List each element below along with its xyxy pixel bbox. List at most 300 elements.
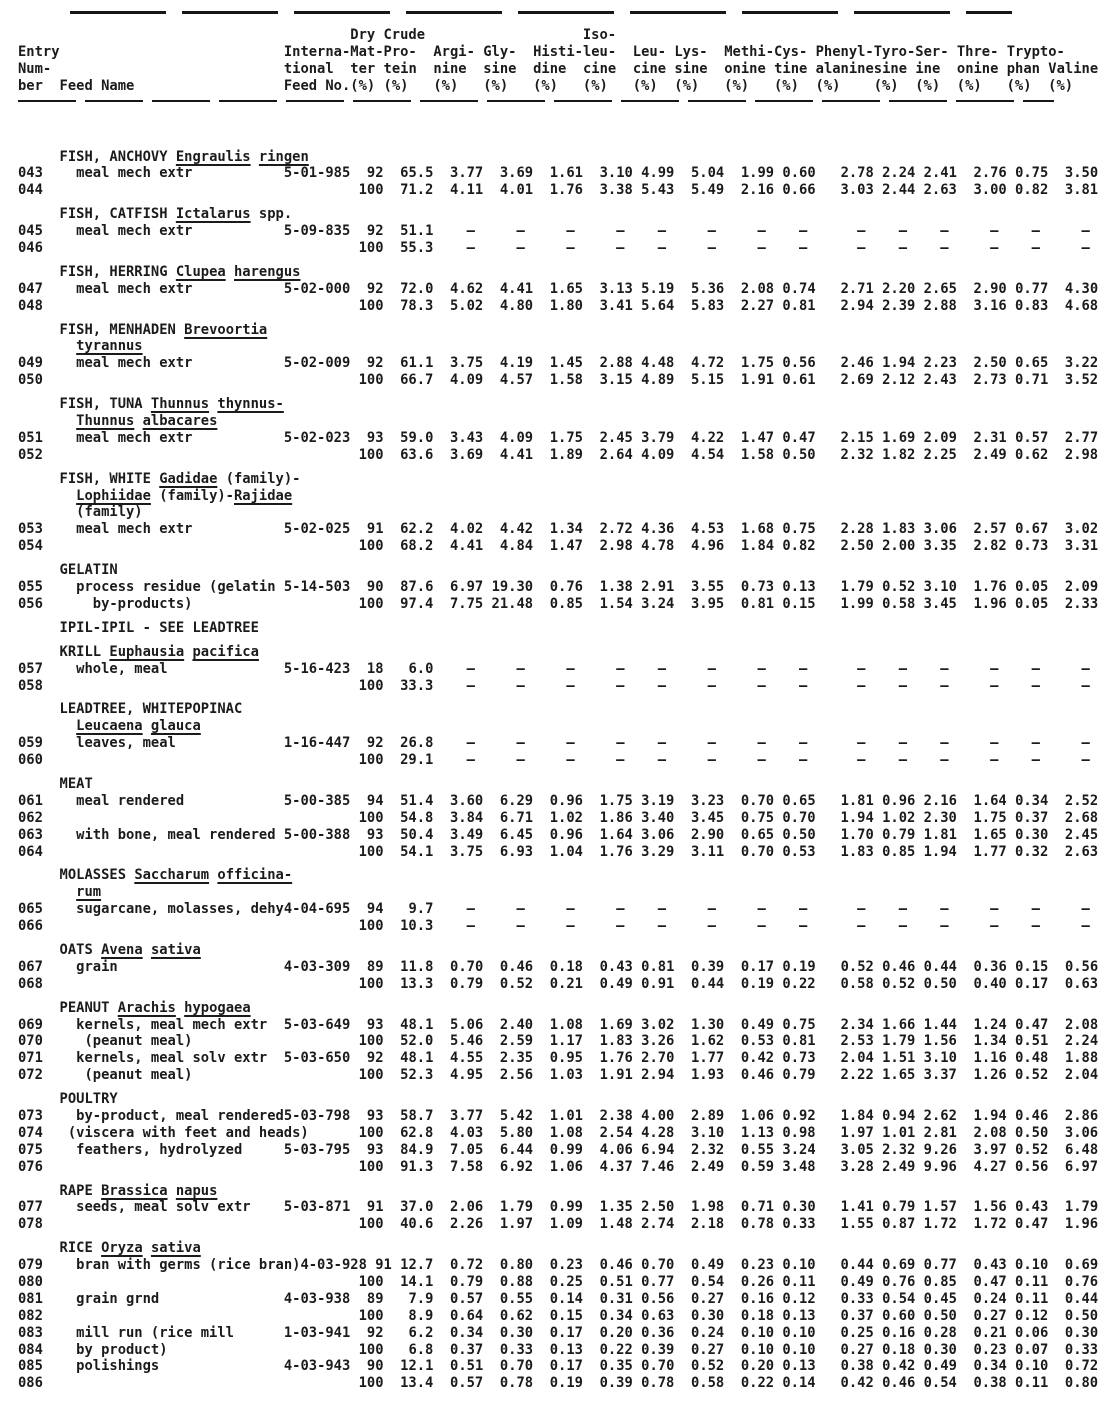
value-lys: 3.23 — [691, 792, 725, 809]
value-tyr: 1.94 — [882, 355, 916, 372]
value-arg: – — [466, 735, 475, 752]
value-iso: 1.86 — [599, 809, 633, 826]
section-heading — [18, 322, 1100, 339]
value-arg: 0.37 — [449, 1341, 484, 1358]
value-cp: 10.3 — [400, 918, 434, 935]
value-gly: 19.30 — [491, 579, 534, 596]
value-phe: 0.42 — [840, 1375, 874, 1392]
value-lys: 5.83 — [690, 297, 725, 314]
value-gly: 0.30 — [499, 1324, 534, 1341]
value-val: 1.79 — [1064, 1199, 1099, 1216]
value-cp: 55.3 — [400, 240, 434, 257]
table-row — [18, 1257, 1100, 1274]
value-cys: 0.13 — [782, 1358, 816, 1375]
column-label-leu: cine — [632, 60, 667, 77]
value-val: 3.31 — [1064, 538, 1099, 555]
value-gly: 4.41 — [499, 280, 534, 297]
value-val: – — [1081, 223, 1090, 240]
value-leu: 4.99 — [641, 165, 675, 182]
table-row — [18, 372, 1100, 389]
heading-text: IPIL-IPIL - SEE LEADTREE — [59, 619, 259, 636]
value-val: 2.77 — [1064, 429, 1099, 446]
value-cp: 61.1 — [400, 355, 434, 372]
value-his: 0.21 — [549, 975, 583, 992]
value-ser: 0.30 — [923, 1341, 957, 1358]
value-iso: 1.48 — [599, 1216, 633, 1233]
value-val: 0.69 — [1064, 1257, 1099, 1274]
column-label-leu: (%) — [632, 77, 658, 94]
section-heading — [18, 338, 1100, 355]
table-row — [18, 1216, 1100, 1233]
value-cys: 0.10 — [782, 1257, 816, 1274]
value-met: 0.70 — [740, 792, 775, 809]
feed-name: meal mech extr — [76, 223, 193, 240]
entry-number: 084 — [18, 1341, 43, 1358]
value-arg: 6.97 — [450, 579, 484, 596]
value-trp: – — [1031, 223, 1040, 240]
table-row — [18, 1358, 1100, 1375]
value-trp: 0.10 — [1015, 1257, 1049, 1274]
value-leu: 2.70 — [641, 1050, 675, 1067]
value-cp: 78.3 — [400, 297, 434, 314]
value-his: 0.99 — [549, 1141, 583, 1158]
value-leu: 0.81 — [641, 958, 675, 975]
value-leu: 4.09 — [641, 446, 675, 463]
value-gly: – — [516, 735, 525, 752]
entry-number: 067 — [18, 958, 43, 975]
table-row — [18, 918, 1100, 935]
value-iso: 1.38 — [599, 579, 633, 596]
section-heading — [18, 1183, 1100, 1200]
feed-number: 1-03-941 — [283, 1324, 351, 1341]
value-leu: – — [657, 901, 667, 918]
column-label-cp: Crude — [383, 27, 426, 43]
table-row — [18, 959, 1100, 976]
value-trp: 0.50 — [1015, 1124, 1049, 1141]
value-dm: 89 — [366, 1290, 384, 1307]
section-heading — [18, 149, 1100, 166]
value-arg: 3.77 — [450, 1107, 484, 1124]
value-cys: – — [798, 752, 808, 769]
value-met: – — [757, 918, 766, 935]
value-val: 0.80 — [1064, 1375, 1099, 1392]
value-phe: 2.94 — [840, 297, 874, 314]
value-val: – — [1081, 660, 1090, 677]
scientific-name: Thunnus — [150, 396, 210, 413]
value-phe: – — [857, 901, 866, 918]
header-line — [18, 78, 1100, 95]
value-cys: 0.98 — [782, 1124, 816, 1141]
column-label-arg: (%) — [433, 77, 459, 94]
column-label-gly: sine — [483, 60, 517, 77]
column-label-val: (%) — [1048, 77, 1074, 94]
value-leu: 0.70 — [641, 1358, 675, 1375]
value-his: – — [566, 660, 575, 677]
scientific-name: Oryza — [101, 1240, 143, 1257]
value-met: 0.78 — [740, 1216, 775, 1233]
value-leu: 0.56 — [641, 1290, 675, 1307]
value-dm: 91 — [366, 521, 384, 538]
value-trp: 0.83 — [1015, 297, 1049, 314]
feed-name: leaves, meal — [76, 735, 176, 752]
value-phe: – — [857, 677, 866, 694]
entry-number: 065 — [18, 901, 43, 918]
value-cys: – — [799, 735, 808, 752]
value-dm: 100 — [358, 297, 384, 314]
feed-section — [18, 1183, 1100, 1234]
value-met: 0.22 — [740, 1375, 775, 1392]
table-row — [18, 596, 1100, 613]
value-thr: 0.43 — [973, 1257, 1007, 1274]
entry-number: 055 — [18, 579, 43, 596]
scientific-name: tyrannus — [76, 338, 143, 355]
feed-name: (peanut meal) — [84, 1033, 193, 1050]
value-his: 0.25 — [549, 1274, 583, 1290]
scientific-name: Lophiidae — [76, 487, 151, 504]
entry-number: 063 — [18, 826, 43, 843]
value-leu: 7.46 — [641, 1158, 675, 1175]
feed-section — [18, 206, 1100, 257]
value-his: 0.76 — [549, 579, 583, 596]
value-tyr: 2.39 — [882, 297, 916, 314]
value-tyr: 0.76 — [882, 1274, 916, 1290]
value-dm: 93 — [366, 826, 384, 843]
value-iso: 1.69 — [599, 1016, 633, 1033]
value-his: 0.17 — [549, 1358, 583, 1375]
section-heading — [18, 471, 1100, 488]
value-iso: – — [616, 240, 625, 257]
value-arg: – — [466, 660, 475, 677]
table-row — [18, 661, 1100, 678]
value-dm: 90 — [366, 579, 384, 596]
value-his: 0.14 — [549, 1290, 583, 1307]
value-tyr: 2.24 — [882, 165, 916, 182]
value-arg: 7.58 — [449, 1158, 484, 1175]
value-lys: 0.58 — [690, 1375, 725, 1392]
value-arg: – — [466, 918, 475, 935]
feed-name: grain — [76, 958, 118, 975]
value-gly: 0.88 — [499, 1274, 534, 1290]
feed-number: 4-04-695 — [283, 901, 351, 918]
column-label-met: onine — [724, 60, 766, 77]
header-line — [18, 27, 1100, 44]
value-cys: 0.14 — [782, 1375, 816, 1392]
feed-section — [18, 701, 1100, 769]
value-cp: 40.6 — [400, 1216, 434, 1233]
section-heading — [18, 562, 1100, 579]
value-dm: 100 — [358, 1124, 384, 1141]
scientific-name: Ictalarus — [175, 206, 251, 223]
section-heading — [18, 396, 1100, 413]
value-ser: 0.77 — [923, 1257, 957, 1274]
column-label-val: Valine — [1048, 60, 1099, 77]
value-lys: 2.18 — [690, 1216, 725, 1233]
value-ser: 2.63 — [923, 182, 957, 199]
entry-number: 080 — [18, 1274, 43, 1290]
value-his: 1.76 — [549, 182, 583, 199]
value-tyr: 0.46 — [882, 958, 916, 975]
scientific-name: harengus — [234, 263, 301, 280]
scientific-name: pacifica — [192, 643, 259, 660]
value-leu: 0.77 — [641, 1274, 675, 1290]
value-thr: 0.27 — [973, 1307, 1007, 1324]
value-met: 0.65 — [740, 826, 775, 843]
value-ser: 2.81 — [923, 1124, 957, 1141]
value-tyr: 0.52 — [882, 579, 916, 596]
value-met: 2.16 — [740, 182, 775, 199]
scientific-name: Leucaena — [76, 718, 143, 735]
column-label-gly: Gly- — [483, 43, 517, 60]
value-ser: 3.10 — [923, 579, 957, 596]
value-cp: 52.3 — [400, 1067, 434, 1084]
value-val: 4.30 — [1064, 280, 1099, 297]
header-rule — [18, 100, 1054, 102]
feed-section — [18, 620, 1100, 637]
value-thr: 1.65 — [973, 826, 1007, 843]
value-val: 2.68 — [1064, 809, 1099, 826]
value-tyr: – — [898, 918, 907, 935]
value-cys: 0.11 — [782, 1274, 816, 1290]
value-iso: 3.41 — [599, 297, 633, 314]
value-cp: 48.1 — [400, 1050, 434, 1067]
value-val: 1.88 — [1064, 1050, 1099, 1067]
heading-text: FISH, HERRING — [59, 263, 176, 280]
value-dm: 100 — [358, 1341, 384, 1358]
feed-section — [18, 562, 1100, 613]
scientific-name: albacares — [142, 413, 218, 430]
column-label-arg: nine — [433, 60, 467, 77]
feed-number: 5-02-009 — [283, 355, 351, 372]
column-label-thr: onine — [956, 60, 999, 77]
value-trp: – — [1031, 901, 1040, 918]
value-leu: – — [657, 240, 667, 257]
value-trp: 0.77 — [1015, 280, 1049, 297]
section-heading — [18, 776, 1100, 793]
table-row — [18, 579, 1100, 596]
value-ser: 1.72 — [923, 1216, 957, 1233]
entry-number: 077 — [18, 1199, 43, 1216]
value-gly: 4.01 — [499, 182, 534, 199]
value-met: 1.68 — [740, 521, 775, 538]
value-dm: 100 — [358, 677, 384, 694]
feed-name: kernels, meal mech extr — [76, 1016, 268, 1033]
value-iso: 2.88 — [599, 355, 633, 372]
value-cys: 0.22 — [782, 975, 816, 992]
value-iso: 2.54 — [599, 1124, 633, 1141]
value-cp: 13.4 — [400, 1375, 434, 1392]
feed-name: by product) — [76, 1341, 168, 1358]
value-gly: 0.78 — [499, 1375, 534, 1392]
value-phe: 2.71 — [840, 280, 874, 297]
value-cys: 0.56 — [782, 355, 816, 372]
feed-number: 5-03-795 — [283, 1141, 351, 1158]
value-cys: – — [799, 901, 808, 918]
value-val: 3.22 — [1064, 355, 1099, 372]
heading-text — [143, 1240, 151, 1256]
feed-number: 4-03-938 — [283, 1290, 351, 1307]
value-val: 6.97 — [1064, 1158, 1099, 1175]
column-label-iso: (%) — [582, 77, 608, 94]
value-ser: 0.54 — [923, 1375, 957, 1392]
value-thr: 1.64 — [973, 792, 1007, 809]
value-dm: 89 — [366, 958, 384, 975]
value-lys: 0.39 — [691, 958, 725, 975]
value-tyr: 0.60 — [882, 1307, 916, 1324]
value-val: 2.24 — [1064, 1033, 1099, 1050]
value-cp: 6.0 — [408, 660, 434, 677]
scientific-name: thynnus- — [217, 396, 284, 413]
column-label-feedno: Interna- — [283, 43, 351, 60]
value-thr: 0.36 — [973, 958, 1007, 975]
value-thr: 1.76 — [973, 579, 1007, 596]
value-gly: 4.09 — [499, 429, 534, 446]
value-arg: – — [466, 901, 475, 918]
value-arg: 3.43 — [450, 429, 484, 446]
value-gly: 1.97 — [499, 1216, 534, 1233]
value-phe: 1.55 — [840, 1216, 874, 1233]
value-tyr: 2.32 — [882, 1141, 916, 1158]
entry-number: 082 — [18, 1307, 43, 1324]
value-dm: 93 — [366, 1107, 384, 1124]
value-tyr: 0.54 — [882, 1290, 916, 1307]
column-label-ser: (%) — [915, 77, 941, 94]
value-lys: – — [707, 918, 716, 935]
value-ser: – — [940, 918, 949, 935]
value-his: 1.61 — [549, 165, 583, 182]
value-ser: – — [940, 735, 949, 752]
value-leu: 3.06 — [641, 826, 675, 843]
value-trp: 0.47 — [1015, 1016, 1049, 1033]
feed-section — [18, 776, 1100, 860]
value-tyr: 0.79 — [882, 1199, 916, 1216]
value-iso: 1.35 — [599, 1199, 633, 1216]
value-phe: 3.05 — [840, 1141, 874, 1158]
value-his: – — [566, 918, 575, 935]
value-iso: 1.76 — [599, 1050, 633, 1067]
value-gly: 0.70 — [499, 1358, 534, 1375]
value-phe: 1.81 — [840, 792, 874, 809]
value-gly: – — [516, 918, 525, 935]
value-phe: 2.53 — [840, 1033, 874, 1050]
feed-section — [18, 149, 1100, 200]
feed-number: 5-02-023 — [283, 429, 351, 446]
value-ser: 3.35 — [923, 538, 957, 555]
column-label-thr: (%) — [956, 77, 982, 94]
value-cys: 0.74 — [782, 280, 816, 297]
value-gly: – — [516, 752, 525, 769]
column-label-dm: Mat- — [350, 43, 384, 60]
entry-number: 045 — [18, 223, 43, 240]
column-label-iso: Iso- — [582, 27, 617, 43]
value-arg: 0.72 — [450, 1257, 484, 1274]
value-thr: 2.73 — [973, 372, 1007, 389]
value-ser: 9.96 — [923, 1158, 957, 1175]
value-tyr: – — [898, 677, 907, 694]
value-cp: 97.4 — [400, 595, 434, 612]
value-tyr: 0.18 — [882, 1341, 916, 1358]
value-met: 0.53 — [740, 1033, 775, 1050]
column-label-iso: leu- — [582, 43, 617, 60]
value-his: 1.58 — [549, 372, 583, 389]
value-his: 0.17 — [549, 1324, 583, 1341]
value-phe: 2.15 — [840, 429, 874, 446]
value-leu: 6.94 — [641, 1141, 675, 1158]
feed-number: 5-03-650 — [283, 1050, 351, 1067]
value-lys: 2.32 — [691, 1141, 725, 1158]
entry-number: 052 — [18, 446, 43, 463]
value-phe: 0.37 — [840, 1307, 874, 1324]
value-gly: – — [516, 223, 525, 240]
value-lys: 5.36 — [691, 280, 725, 297]
value-tyr: 2.49 — [882, 1158, 916, 1175]
scientific-name: Brevoortia — [184, 321, 268, 338]
value-leu: – — [657, 752, 667, 769]
value-val: 2.04 — [1064, 1067, 1099, 1084]
value-thr: 2.76 — [973, 165, 1007, 182]
value-his: 0.19 — [549, 1375, 583, 1392]
value-gly: 3.69 — [499, 165, 534, 182]
value-tyr: 1.83 — [882, 521, 916, 538]
value-arg: 7.75 — [450, 595, 484, 612]
heading-text: FISH, ANCHOVY — [59, 148, 176, 165]
entry-number: 076 — [18, 1158, 43, 1175]
value-lys: 3.95 — [690, 595, 725, 612]
value-tyr: 1.65 — [882, 1067, 916, 1084]
heading-text — [176, 1000, 184, 1016]
value-dm: 90 — [366, 1358, 384, 1375]
table-row — [18, 1274, 1100, 1291]
value-lys: – — [707, 240, 716, 257]
value-met: 1.47 — [740, 429, 775, 446]
value-met: 0.26 — [740, 1274, 775, 1290]
entry-number: 078 — [18, 1216, 43, 1233]
value-tyr: 0.69 — [882, 1257, 916, 1274]
value-cys: – — [798, 918, 808, 935]
value-his: – — [566, 752, 575, 769]
heading-text — [134, 413, 142, 429]
column-label-entry: ber — [18, 77, 43, 94]
value-phe: 1.99 — [840, 595, 874, 612]
value-val: 2.86 — [1064, 1107, 1099, 1124]
value-gly: 6.29 — [499, 792, 534, 809]
value-trp: 0.48 — [1015, 1050, 1049, 1067]
value-trp: 0.65 — [1015, 355, 1049, 372]
value-trp: 0.47 — [1015, 1216, 1049, 1233]
value-dm: 100 — [358, 372, 384, 389]
top-rule — [70, 11, 1012, 14]
heading-text: LEADTREE, WHITEPOPINAC — [59, 701, 243, 718]
value-val: 6.48 — [1064, 1141, 1099, 1158]
value-tyr: – — [898, 240, 907, 257]
value-phe: 0.49 — [840, 1274, 874, 1290]
value-cys: 0.82 — [782, 538, 816, 555]
value-cp: 62.2 — [400, 521, 434, 538]
feed-number: 4-03-309 — [283, 958, 351, 975]
value-tyr: 0.52 — [882, 975, 916, 992]
scientific-name: sativa — [150, 1240, 201, 1257]
value-phe: 2.28 — [840, 521, 874, 538]
value-dm: 92 — [366, 1050, 384, 1067]
value-trp: 0.11 — [1015, 1274, 1049, 1290]
value-met: 0.42 — [740, 1050, 775, 1067]
heading-text: MOLASSES — [59, 867, 135, 884]
feed-number: 5-00-385 — [283, 792, 351, 809]
value-ser: 3.45 — [923, 595, 957, 612]
value-phe: 1.41 — [840, 1199, 874, 1216]
value-gly: 0.62 — [499, 1307, 534, 1324]
table-row — [18, 447, 1100, 464]
value-cp: 12.1 — [400, 1358, 434, 1375]
